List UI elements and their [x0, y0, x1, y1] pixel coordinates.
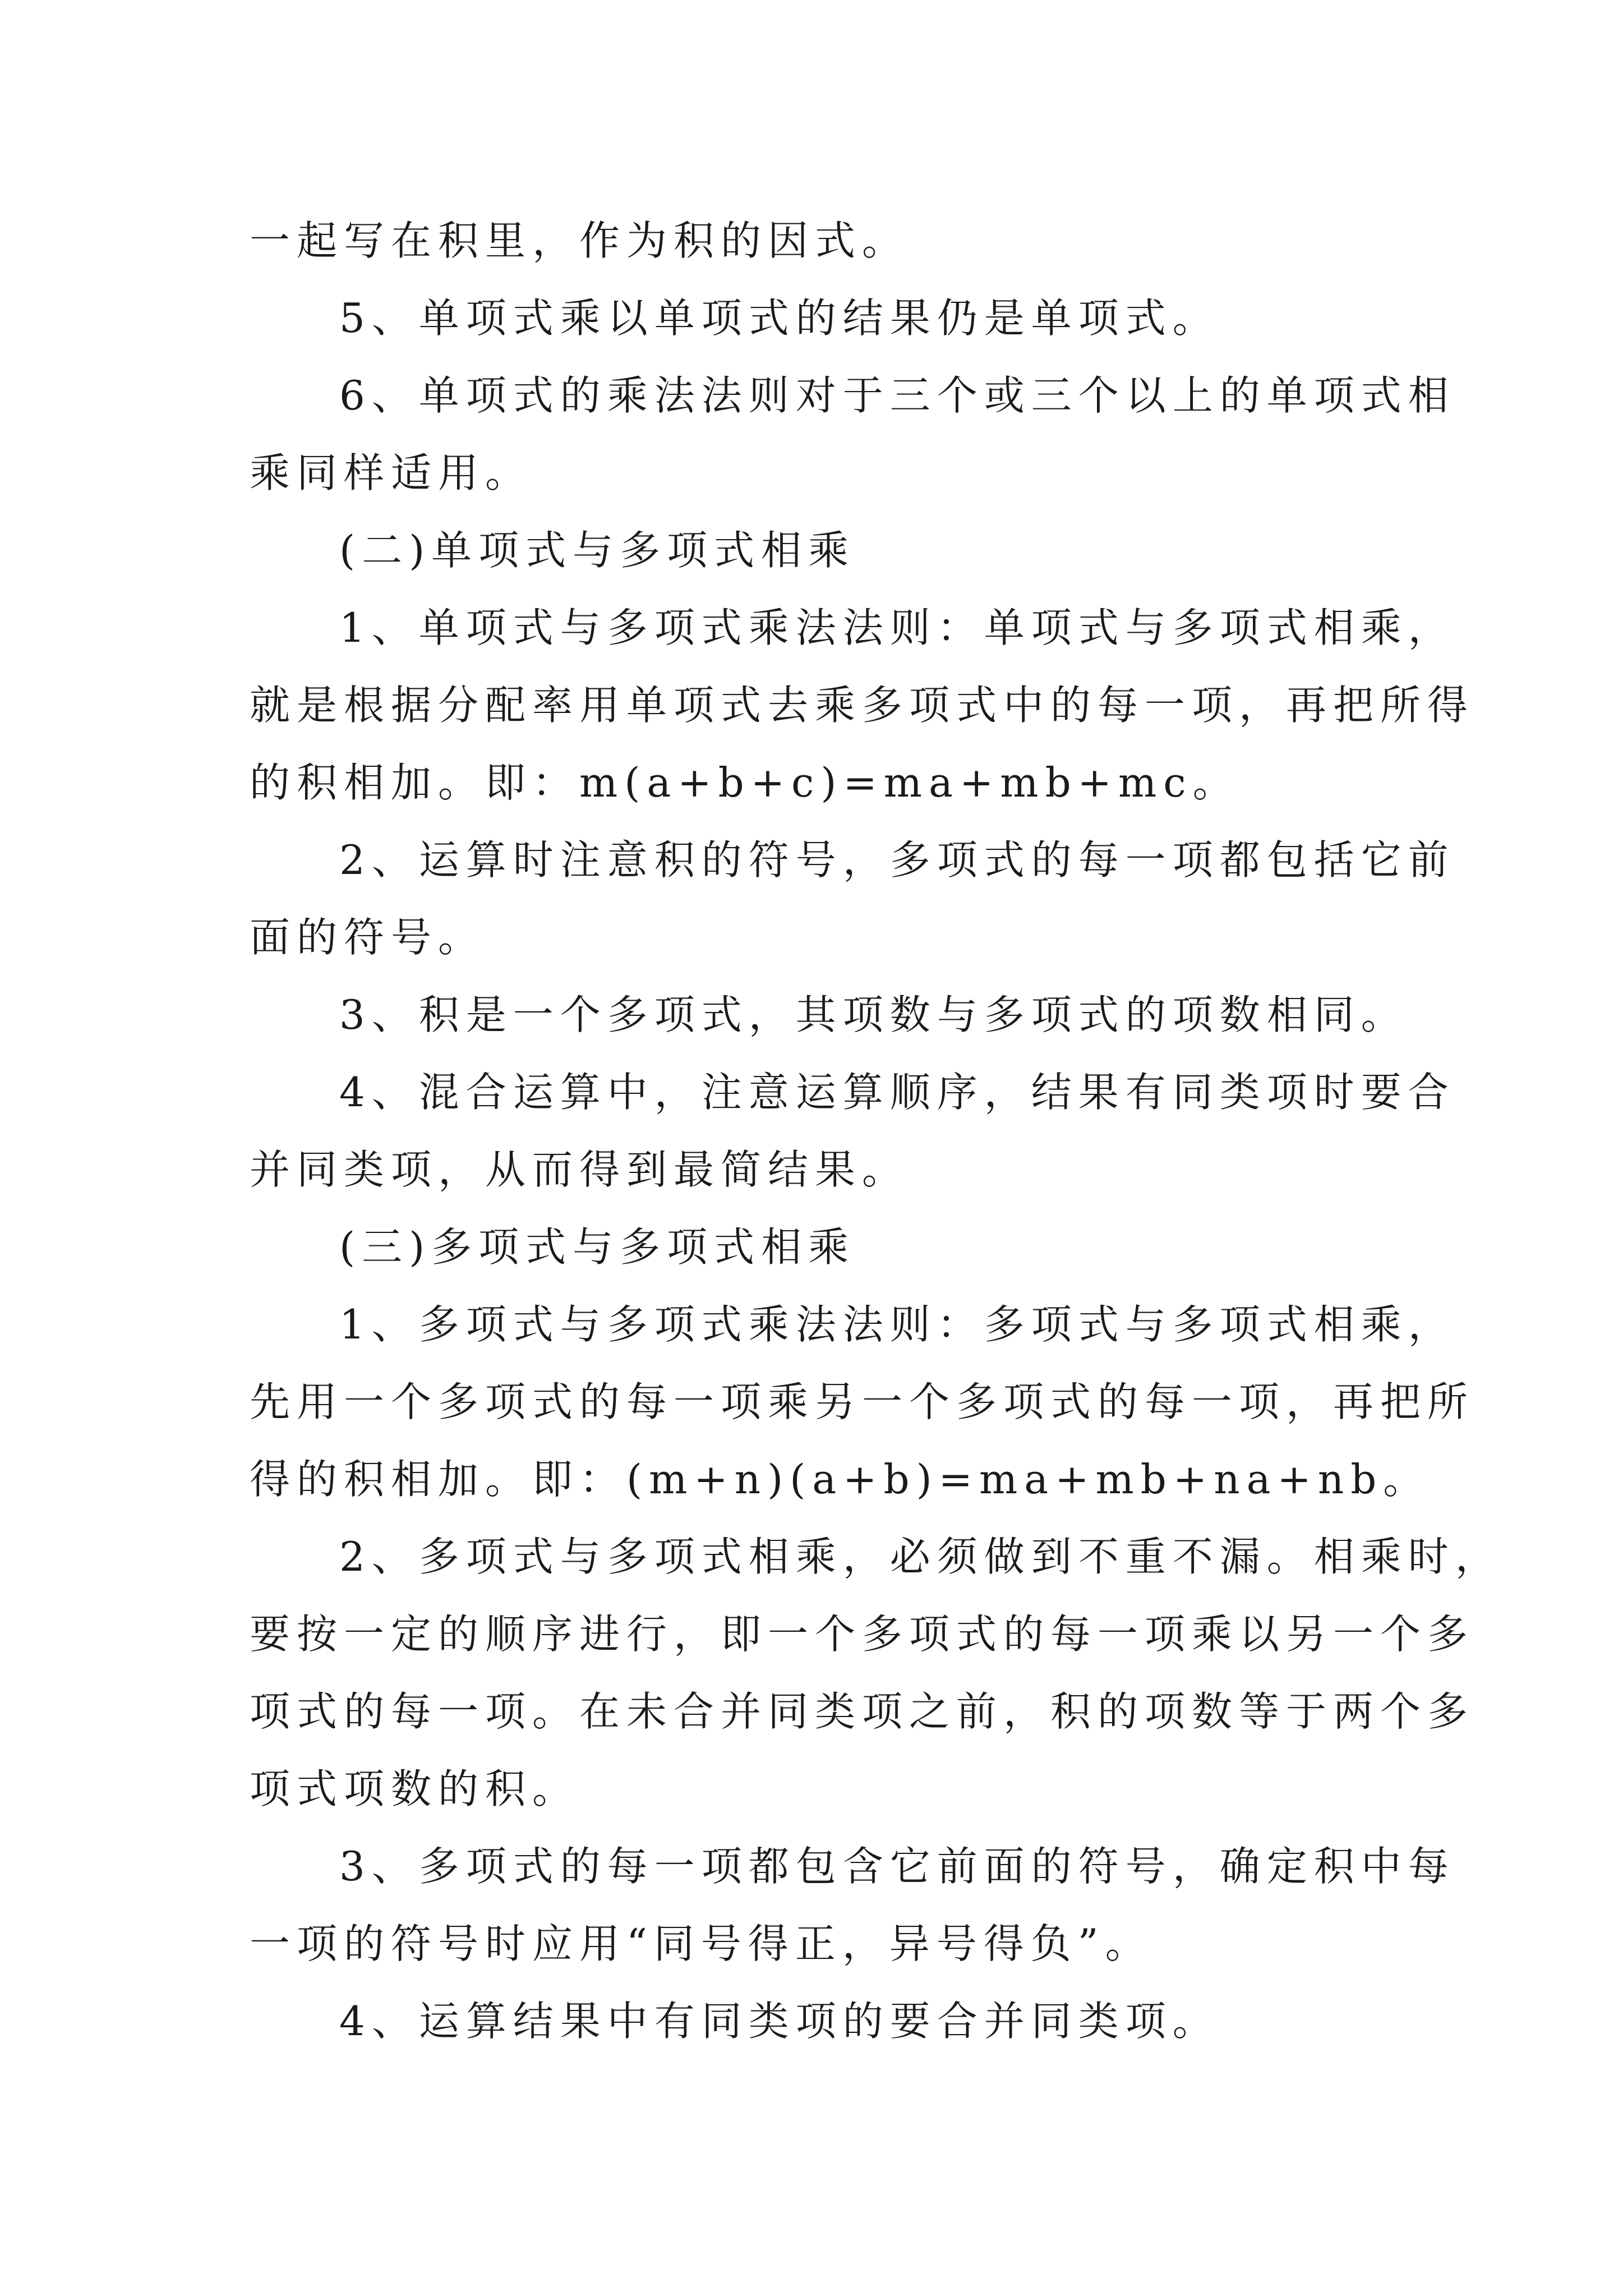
- document-body: [250, 202, 1502, 2060]
- text-line: 2、多项式与多项式相乘，必须做到不重不漏。相乘时，: [339, 1533, 1502, 1580]
- text-line: 4、运算结果中有同类项的要合并同类项。: [339, 1998, 1220, 2045]
- text-line: 项式项数的积。: [250, 1765, 580, 1812]
- text-line: 一起写在积里，作为积的因式。: [250, 217, 910, 264]
- text-line: 1、多项式与多项式乘法法则：多项式与多项式相乘，: [339, 1301, 1455, 1348]
- text-line: 6、单项式的乘法法则对于三个或三个以上的单项式相: [339, 372, 1455, 419]
- text-line: 并同类项，从而得到最简结果。: [250, 1146, 910, 1193]
- text-line: 5、单项式乘以单项式的结果仍是单项式。: [339, 295, 1220, 342]
- text-line: 3、积是一个多项式，其项数与多项式的项数相同。: [339, 991, 1408, 1038]
- text-line: 项式的每一项。在未合并同类项之前，积的项数等于两个多: [250, 1688, 1475, 1735]
- text-line: 一项的符号时应用“同号得正，异号得负”。: [250, 1920, 1152, 1967]
- text-line: 2、运算时注意积的符号，多项式的每一项都包括它前: [339, 836, 1455, 884]
- text-line: 先用一个多项式的每一项乘另一个多项式的每一项，再把所: [250, 1378, 1475, 1425]
- section-heading: (三)多项式与多项式相乘: [339, 1223, 856, 1271]
- text-line: 4、混合运算中，注意运算顺序，结果有同类项时要合: [339, 1069, 1455, 1116]
- text-line: 就是根据分配率用单项式去乘多项式中的每一项，再把所得: [250, 682, 1475, 729]
- text-line: 1、单项式与多项式乘法法则：单项式与多项式相乘，: [339, 604, 1455, 651]
- text-line: 的积相加。即：m(a+b+c)=ma+mb+mc。: [250, 759, 1240, 806]
- text-line: 要按一定的顺序进行，即一个多项式的每一项乘以另一个多: [250, 1611, 1475, 1658]
- text-line: 面的符号。: [250, 914, 486, 961]
- text-line: 得的积相加。即：(m+n)(a+b)=ma+mb+na+nb。: [250, 1456, 1431, 1503]
- text-line: 3、多项式的每一项都包含它前面的符号，确定积中每: [339, 1843, 1455, 1890]
- section-heading: (二)单项式与多项式相乘: [339, 527, 856, 574]
- text-line: 乘同样适用。: [250, 449, 533, 496]
